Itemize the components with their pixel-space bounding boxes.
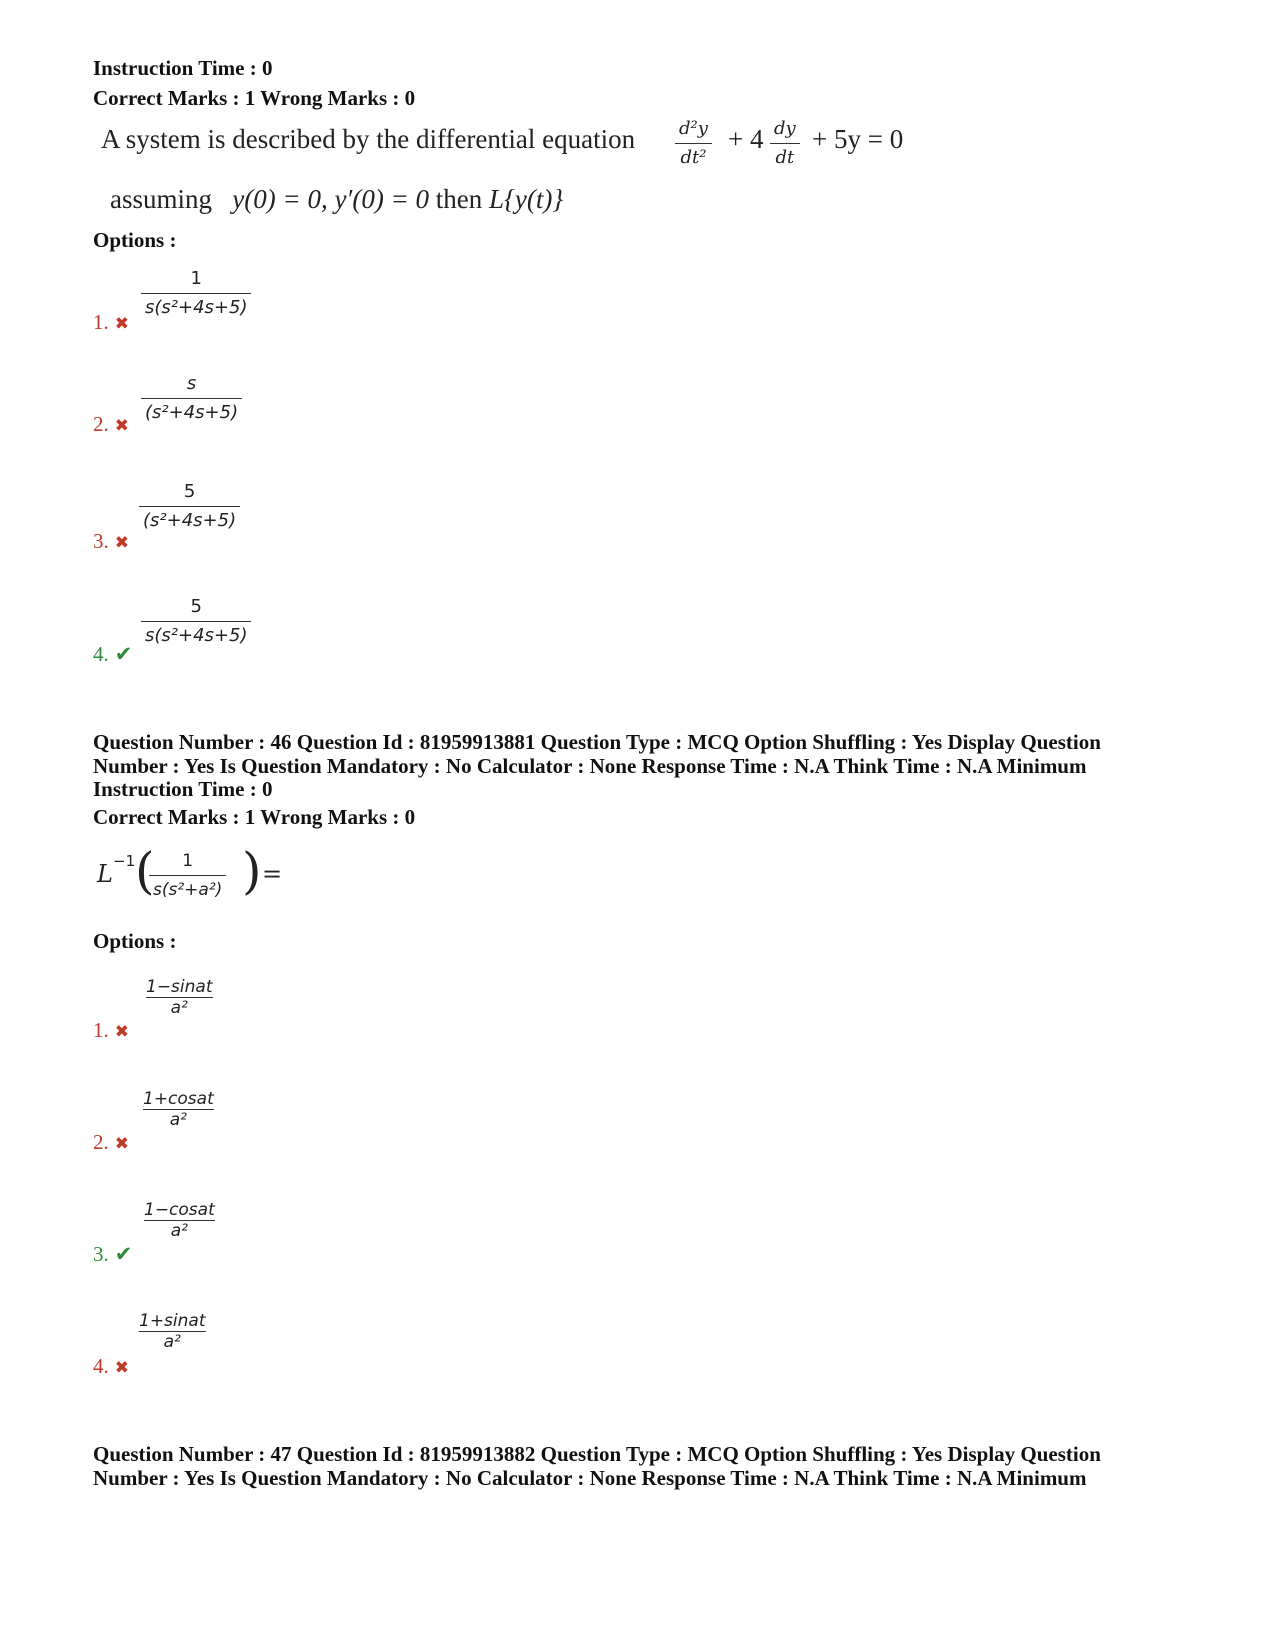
q45-option-2-fraction [141,373,242,424]
q46-option-4-number: 4. [93,1354,109,1378]
q45-then: then [435,184,483,214]
q45-option-4-denominator: s(s²+4s+5) [145,625,248,646]
q45-options-label: Options : [93,228,177,252]
q45-option-1-denominator: s(s²+4s+5) [145,297,248,318]
q46-stem-equals: = [262,860,283,888]
q45-eq-fraction-1 [675,118,712,169]
q45-option-2-denominator: (s²+4s+5) [145,402,239,423]
q45-eq-frac1-den: dt² [680,147,707,168]
q45-option-4 [93,642,132,667]
q46-option-3-number: 3. [93,1242,109,1266]
q45-eq-tail: + 5y = 0 [812,124,904,154]
q46-option-1-number: 1. [93,1018,109,1042]
q46-option-1-fraction [146,977,213,1018]
q46-option-3-numerator: 1−cosat [144,1200,215,1220]
q45-eq-plus4: + 4 [728,124,764,154]
q45-option-2-number: 2. [93,412,109,436]
wrong-icon: ✖ [114,1134,129,1154]
q45-marks: Correct Marks : 1 Wrong Marks : 0 [93,86,416,110]
q46-option-1-denominator: a² [170,998,188,1018]
q45-instruction-time: Instruction Time : 0 [93,56,273,80]
q45-option-1-numerator: 1 [190,268,202,289]
q46-option-1 [93,1018,129,1043]
wrong-icon: ✖ [114,533,129,553]
wrong-icon: ✖ [114,314,129,334]
q45-conditions: y(0) = 0, y′(0) = 0 [232,184,430,214]
q45-option-1-number: 1. [93,310,109,334]
q46-stem-sup: −1 [113,852,136,870]
q45-option-1 [93,310,129,335]
wrong-icon: ✖ [114,416,129,436]
wrong-icon: ✖ [114,1358,129,1378]
q45-option-2-numerator: s [186,373,197,394]
q46-option-4-denominator: a² [163,1332,181,1352]
q45-eq-fraction-2 [770,118,800,169]
q46-instruction-time: Instruction Time : 0 [93,777,273,801]
q46-option-2-numerator: 1+cosat [143,1089,214,1109]
wrong-icon: ✖ [114,1022,129,1042]
q46-option-3-denominator: a² [170,1221,188,1241]
q45-option-4-number: 4. [93,642,109,666]
q45-eq-frac1-num: d²y [679,118,708,139]
q45-laplace: L{y(t)} [489,184,564,214]
q45-stem-line2 [110,184,563,215]
q45-option-3-denominator: (s²+4s+5) [143,510,237,531]
q46-option-3-fraction [144,1200,215,1241]
q46-option-2 [93,1130,129,1155]
q46-options-label: Options : [93,929,177,953]
q45-eq-frac2-den: dt [775,147,795,168]
check-icon: ✔ [114,1242,133,1266]
q46-option-4 [93,1354,129,1379]
right-paren: ) [242,842,262,900]
q45-stem-text: A system is described by the differential equation [101,124,636,154]
q47-header-line2: Number : Yes Is Question Mandatory : No Calculator : None Response Time : N.A Think Time : N.A Minimum [93,1466,1087,1490]
q45-option-2 [93,412,129,437]
q45-option-4-numerator: 5 [190,596,202,617]
q45-option-3 [93,529,129,554]
q46-header-line1: Question Number : 46 Question Id : 81959913881 Question Type : MCQ Option Shuffling : Yes Display Question [93,730,1101,754]
q45-option-3-number: 3. [93,529,109,553]
q46-marks: Correct Marks : 1 Wrong Marks : 0 [93,805,416,829]
q46-option-1-numerator: 1−sinat [146,977,213,997]
q45-option-1-fraction [141,268,251,319]
q47-header-line1: Question Number : 47 Question Id : 81959913882 Question Type : MCQ Option Shuffling : Yes Display Question [93,1442,1101,1466]
q45-assuming: assuming [110,184,213,214]
q46-option-2-fraction [143,1089,214,1130]
q46-option-2-number: 2. [93,1130,109,1154]
q45-option-3-numerator: 5 [183,481,196,502]
q45-option-4-fraction [141,596,251,647]
check-icon: ✔ [114,642,133,666]
q46-stem-L: L [97,860,113,888]
q45-option-3-fraction [139,481,240,532]
q46-option-3 [93,1242,132,1267]
q46-header-line2: Number : Yes Is Question Mandatory : No Calculator : None Response Time : N.A Think Time : N.A Minimum [93,754,1087,778]
q46-option-2-denominator: a² [169,1110,187,1130]
q46-option-4-numerator: 1+sinat [139,1311,206,1331]
q46-option-4-fraction [139,1311,206,1352]
q46-stem-fraction [149,850,226,901]
q46-stem-denominator: s(s²+a²) [153,880,223,900]
left-paren: ( [135,842,155,900]
q45-eq-frac2-num: dy [774,118,796,139]
q46-stem-numerator: 1 [182,851,194,871]
